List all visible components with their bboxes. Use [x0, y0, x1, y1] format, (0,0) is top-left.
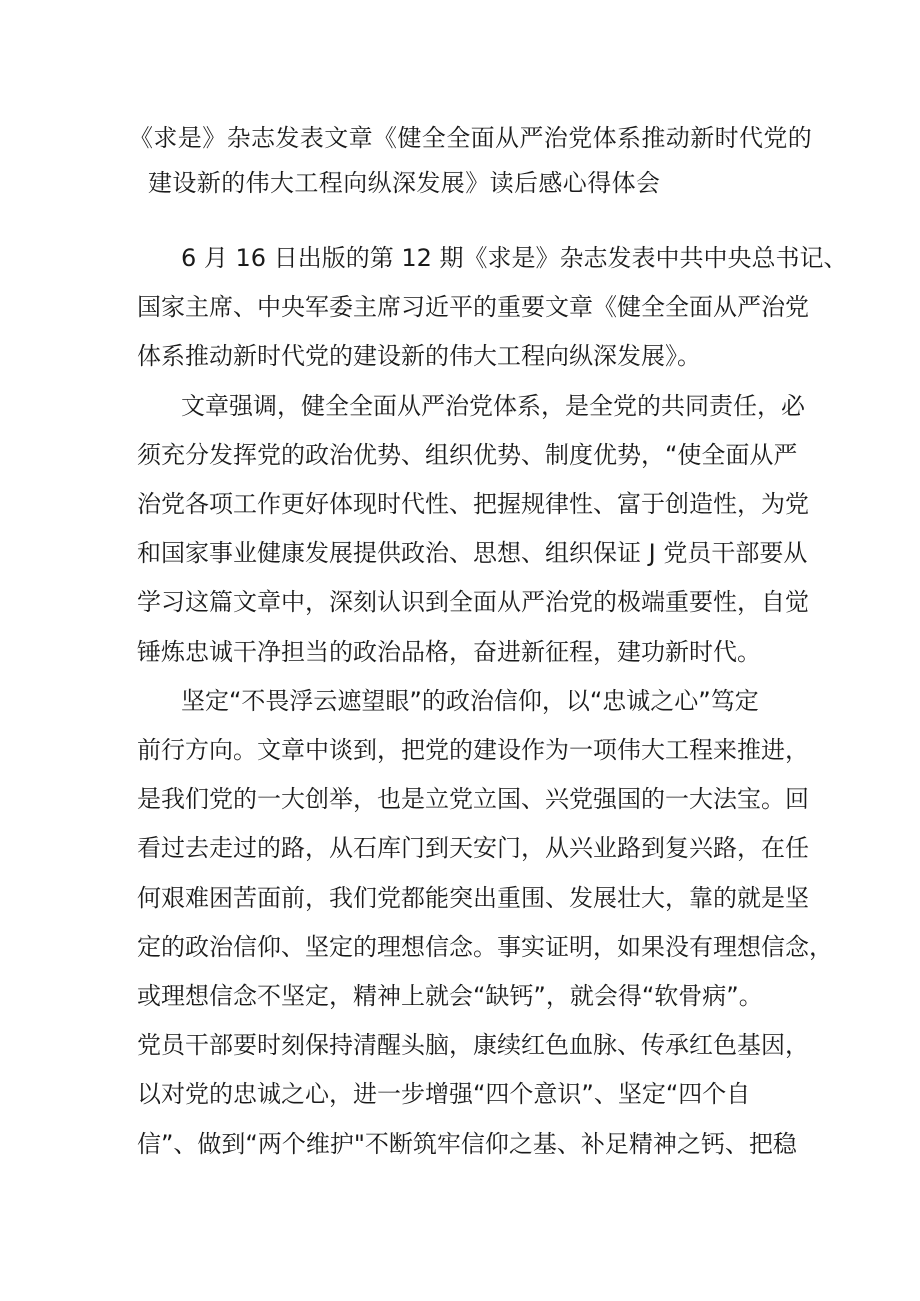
- paragraph-line: 或理想信念不坚定，精神上就会“缺钙”，就会得“软骨病”。: [137, 982, 763, 1011]
- paragraph-line: 体系推动新时代党的建设新的伟大工程向纵深发展》。: [137, 342, 701, 371]
- paragraph-line: 文章强调，健全全面从严治党体系，是全党的共同责任，必: [181, 391, 805, 420]
- paragraph-line: 何艰难困苦面前，我们党都能突出重围、发展壮大，靠的就是坚: [137, 883, 809, 912]
- paragraph-line: 和国家事业健康发展提供政治、思想、组织保证 J 党员干部要从: [137, 539, 808, 568]
- paragraph-line: 学习这篇文章中，深刻认识到全面从严治党的极端重要性，自觉: [137, 588, 809, 617]
- paragraph-line: 看过去走过的路，从石库门到天安门，从兴业路到复兴路，在任: [137, 834, 809, 863]
- paragraph-line: 国家主席、中央军委主席习近平的重要文章《健全全面从严治党: [137, 293, 809, 322]
- paragraph-line: 信”、做到“两个维护"不断筑牢信仰之基、补足精神之钙、把稳: [137, 1129, 797, 1158]
- paragraph-line: 前行方向。文章中谈到，把党的建设作为一项伟大工程来推进，: [137, 736, 809, 765]
- paragraph-line: 以对党的忠诚之心，进一步增强“四个意识”、坚定“四个自: [137, 1080, 751, 1109]
- paragraph-line: 6 月 16 日出版的第 12 期《求是》杂志发表中共中央总书记、: [181, 244, 848, 272]
- paragraph-line: 须充分发挥党的政治优势、组织优势、制度优势，“使全面从严: [137, 440, 798, 469]
- paragraph-3: [137, 677, 833, 1169]
- paragraph-1: [137, 234, 848, 382]
- paragraph-line: 是我们党的一大创举，也是立党立国、兴党强国的一大法宝。回: [137, 785, 809, 814]
- paragraph-line: 党员干部要时刻保持清醒头脑，康续红色血脉、传承红色基因，: [137, 1031, 809, 1060]
- paragraph-line: 治党各项工作更好体现时代性、把握规律性、富于创造性，为党: [137, 490, 809, 519]
- paragraph-line: 锤炼忠诚干净担当的政治品格，奋进新征程，建功新时代。: [137, 637, 761, 666]
- paragraph-line: 定的政治信仰、坚定的理想信念。事实证明，如果没有理想信念，: [137, 932, 833, 961]
- title-line: 《求是》杂志发表文章《健全全面从严治党体系推动新时代党的: [129, 124, 813, 152]
- title-line: 建设新的伟大工程向纵深发展》读后感心得体会: [148, 169, 661, 197]
- document-title: [129, 116, 813, 206]
- paragraph-2: [137, 382, 809, 677]
- document-body: [137, 234, 848, 1169]
- paragraph-line: 坚定“不畏浮云遮望眼”的政治信仰，以“忠诚之心”笃定: [181, 686, 759, 715]
